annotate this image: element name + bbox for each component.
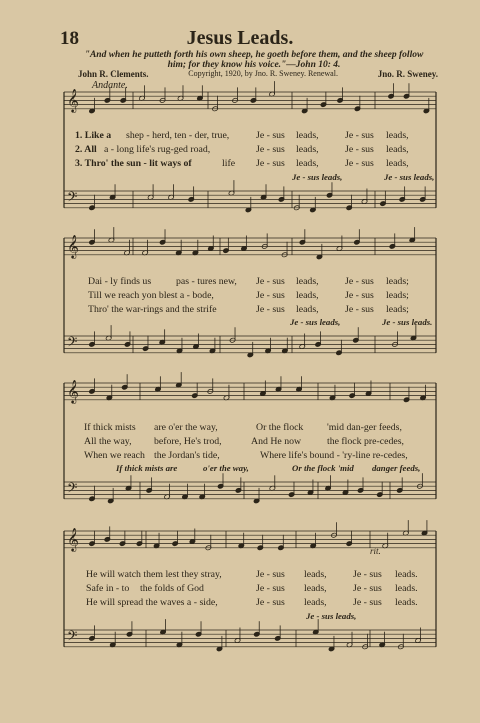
system3-alto-echo-4: danger feeds, <box>372 463 421 473</box>
tempo-marking: Andante. <box>92 80 128 91</box>
system2-alto-echo-1: Je - sus leads, <box>290 317 341 327</box>
system3-alto-echo-3: Or the flock 'mid <box>292 463 354 473</box>
svg-text:𝄢: 𝄢 <box>67 189 78 208</box>
svg-text:𝄞: 𝄞 <box>67 88 79 112</box>
author: John R. Clements. <box>78 69 149 79</box>
svg-text:𝄢: 𝄢 <box>67 628 78 647</box>
page-number: 18 <box>60 28 79 49</box>
copyright-notice: Copyright, 1920, by Jno. R. Sweney. Renewal. <box>188 69 338 78</box>
system2-alto-echo-2: Je - sus leads. <box>382 317 433 327</box>
svg-text:𝄢: 𝄢 <box>67 334 78 353</box>
composer: Jno. R. Sweney. <box>377 69 438 79</box>
system3-alto-echo-1: If thick mists are <box>116 463 178 473</box>
epigraph: "And when he putteth forth his own sheep, he goeth before them, and the sheep follow him; for they know his voice."—John 10: 4. <box>84 50 424 70</box>
svg-text:𝄞: 𝄞 <box>67 379 79 403</box>
ritardando-marking: rit. <box>370 546 381 556</box>
svg-text:𝄞: 𝄞 <box>67 234 79 258</box>
hymn-page: 18 Jesus Leads. "And when he putteth forth his own sheep, he goeth before them, and the sheep follow him; for they know his voice."—John 10: 4. John R. Clements. Copyright, 1920, by Jno. R. Sweney. Renewal. Jno. R. Sweney. Andante. rit. 𝄞 𝄢 𝄞 𝄢 𝄞 𝄢 𝄞 𝄢 1. Like a shep - herd, ten - der, true, Je - sus leads, Je - sus leads, 2. All a - long life's rug-ged road, Je - sus leads, Je - sus leads, 3. Thro' the sun - lit ways of life Je - sus leads, Je - sus leads, Je - sus leads, Je - sus leads, Dai - ly finds us pas - tures new, Je - sus leads, Je - sus leads; Till we reach yon blest a - bode, Je - sus leads, Je - sus leads; Thro' the war-rings and the strife Je - sus leads, Je - sus leads; Je - sus leads, Je - sus leads. If thick mists are o'er the way, Or the flock 'mid dan-ger feeds, All the way, before, He's trod, And He now the flock pre-cedes, When we reach the Jordan's tide, Where life's bound - 'ry-line re-cedes, If thick mists are o'er the way, Or the flock 'mid danger feeds, He will watch them lest they stray, Je - sus leads, Je - sus leads. Safe in - to the folds of God Je - sus leads, Je - sus leads. He will spread the waves a - side, Je - sus leads, Je - sus leads. Je - sus leads, <box>0 0 480 723</box>
system3-alto-echo-2: o'er the way, <box>203 463 249 473</box>
system4-alto-echo-1: Je - sus leads, <box>306 611 357 621</box>
svg-text:𝄢: 𝄢 <box>67 480 78 499</box>
hymn-title: Jesus Leads. <box>186 27 294 49</box>
system1-alto-echo-1: Je - sus leads, <box>292 172 343 182</box>
svg-text:𝄞: 𝄞 <box>67 527 79 551</box>
system1-alto-echo-2: Je - sus leads, <box>384 172 435 182</box>
